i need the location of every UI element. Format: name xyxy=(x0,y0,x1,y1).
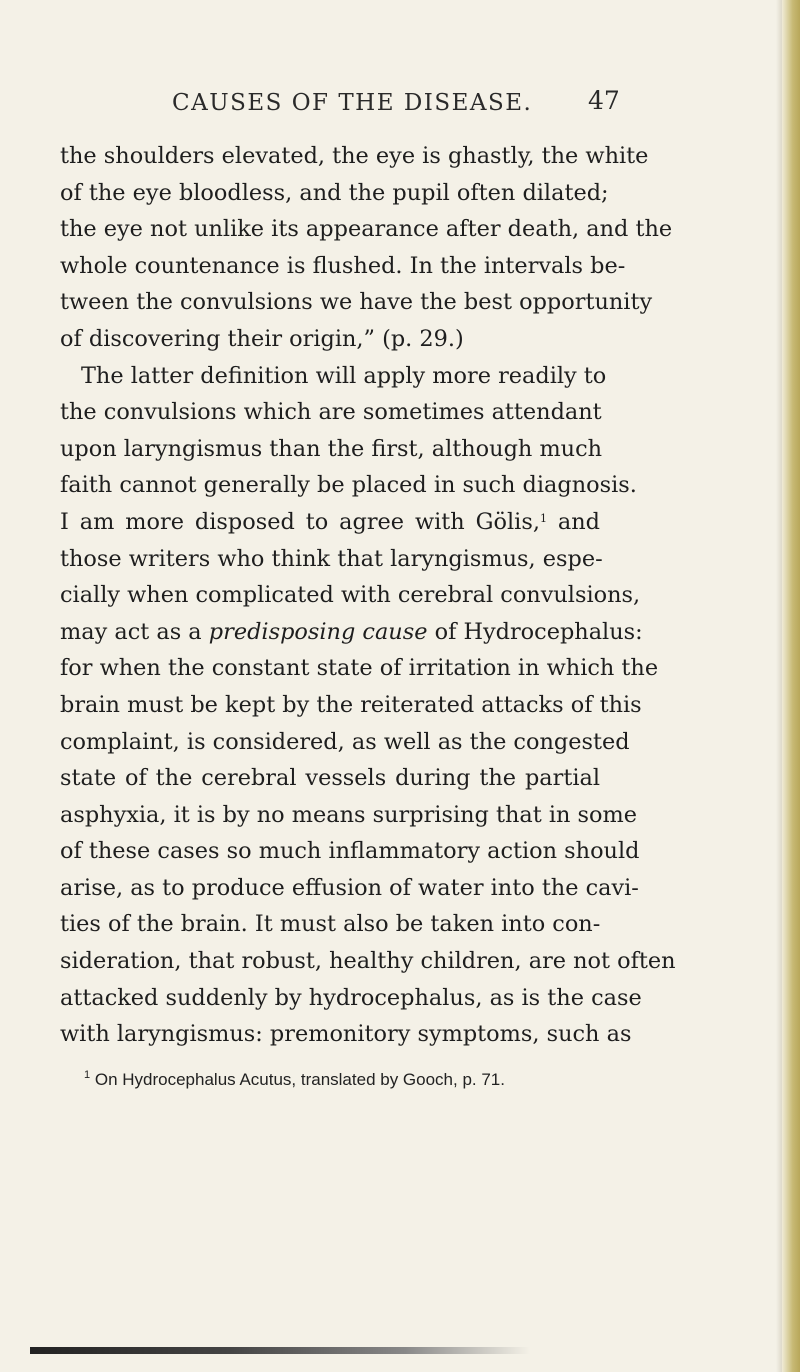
text-line: tween the convulsions we have the best opportunity xyxy=(60,289,653,316)
text-line: arise, as to produce effusion of water into the cavi- xyxy=(60,874,639,901)
italic-phrase: predisposing cause xyxy=(208,618,428,645)
scan-edge-mark xyxy=(30,1347,530,1354)
text-line: for when the constant state of irritation in which the xyxy=(60,655,659,682)
text-line: ties of the brain. It must also be taken into con- xyxy=(60,911,601,938)
footnote xyxy=(84,1070,505,1090)
text-line: upon laryngismus than the first, although much xyxy=(60,435,603,462)
text-line: asphyxia, it is by no means surprising that in some xyxy=(60,801,638,828)
text-line: the convulsions which are sometimes attendant xyxy=(60,399,602,426)
text-line xyxy=(60,504,600,541)
footnote-reference: 1 xyxy=(539,511,547,525)
running-head: CAUSES OF THE DISEASE. xyxy=(172,90,533,116)
text-line: faith cannot generally be placed in such diagnosis. xyxy=(60,472,637,499)
page-number: 47 xyxy=(588,86,620,115)
text-line: state of the cerebral vessels during the partial xyxy=(60,765,600,792)
text-line: complaint, is considered, as well as the congested xyxy=(60,728,630,755)
text-line: the eye not unlike its appearance after death, and the xyxy=(60,216,673,243)
text-line: of the eye bloodless, and the pupil often dilated; xyxy=(60,179,609,206)
text-line: the shoulders elevated, the eye is ghastly, the white xyxy=(60,143,649,169)
text-line: those writers who think that laryngismus, espe- xyxy=(60,545,603,572)
footnote-marker: 1 xyxy=(84,1069,91,1081)
body-text xyxy=(60,138,676,1053)
text-line: sideration, that robust, healthy children, are not often xyxy=(60,948,676,975)
text-segment: and xyxy=(546,508,600,535)
text-segment: may act as a xyxy=(60,618,202,645)
text-line: brain must be kept by the reiterated attacks of this xyxy=(60,691,642,718)
page-header xyxy=(60,86,760,130)
text-line: with laryngismus: premonitory symptoms, such as xyxy=(60,1021,632,1048)
footnote-text: On Hydrocephalus Acutus, translated by Gooch, p. 71. xyxy=(94,1070,505,1089)
text-line: of these cases so much inflammatory action should xyxy=(60,838,640,865)
text-line xyxy=(60,614,643,651)
text-line: cially when complicated with cerebral convulsions, xyxy=(60,582,641,609)
page-edge xyxy=(782,0,800,1372)
text-line: whole countenance is flushed. In the intervals be- xyxy=(60,252,626,279)
text-line: The latter definition will apply more readily to xyxy=(81,362,607,389)
text-line: attacked suddenly by hydrocephalus, as is the case xyxy=(60,984,642,1011)
text-segment: I am more disposed to agree with Gölis, xyxy=(60,508,540,535)
text-line: of discovering their origin,” (p. 29.) xyxy=(60,325,464,352)
text-segment: of Hydrocephalus: xyxy=(427,618,643,645)
